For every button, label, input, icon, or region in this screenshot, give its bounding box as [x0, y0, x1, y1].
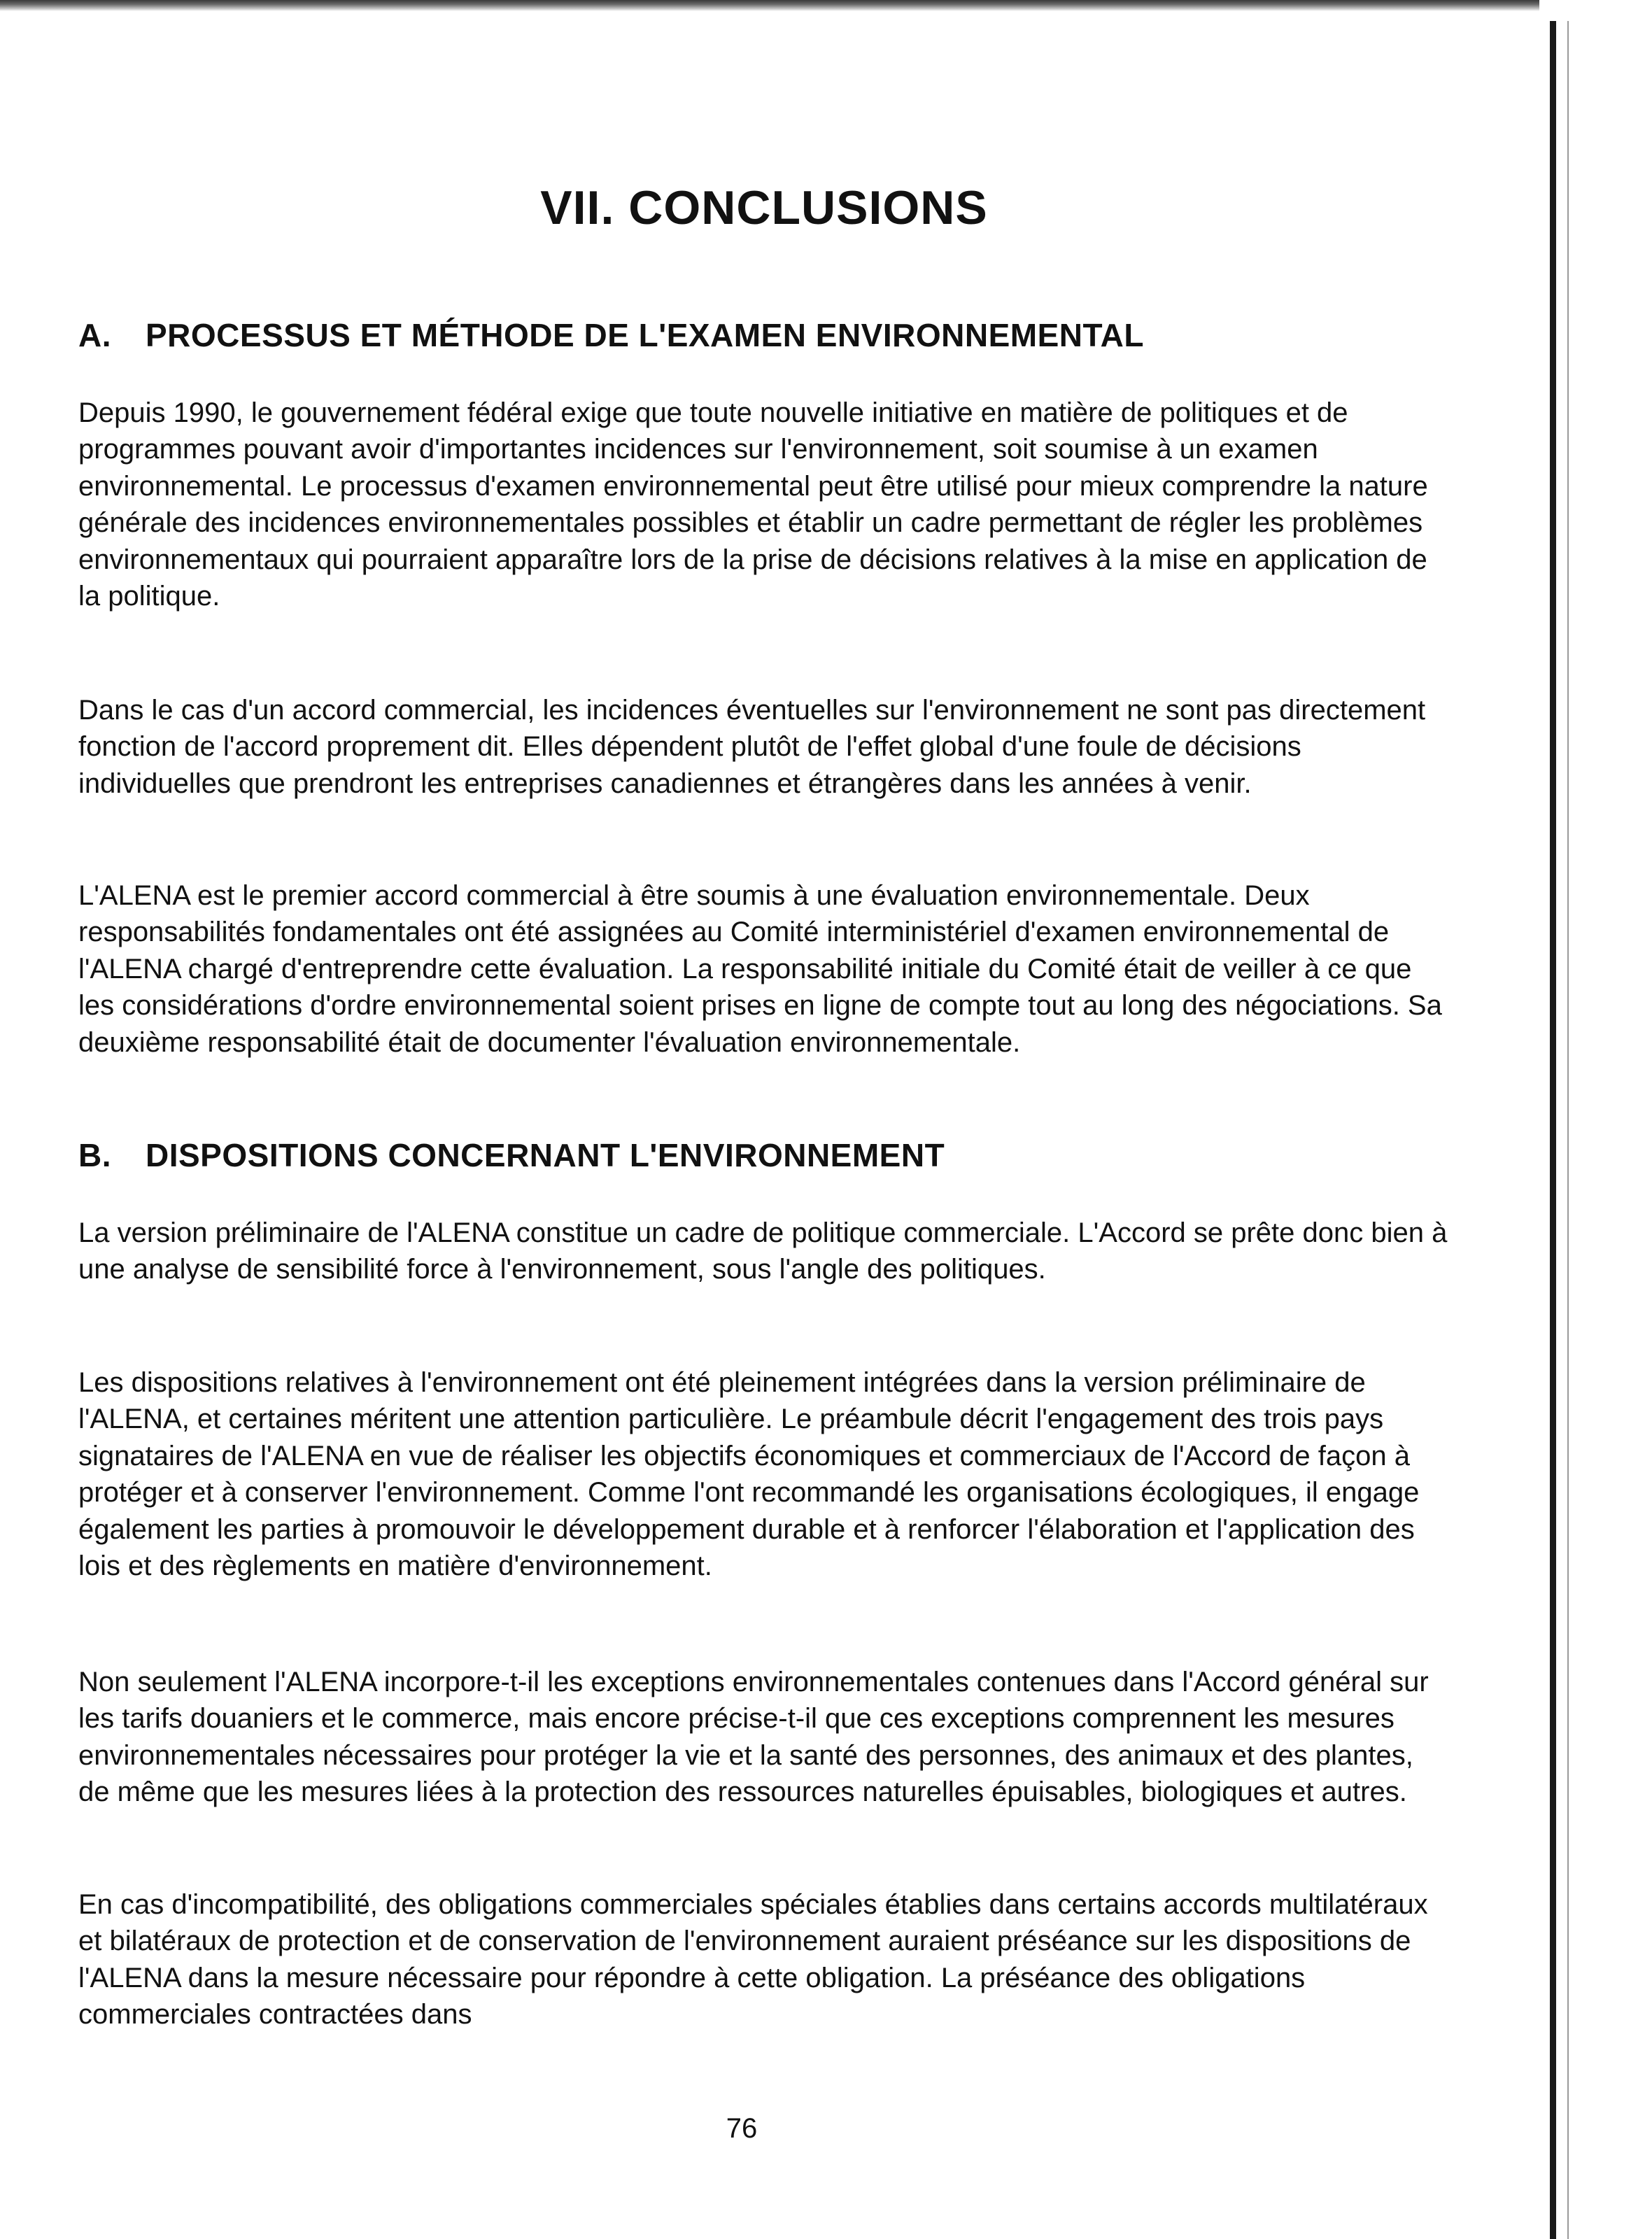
paragraph: En cas d'incompatibilité, des obligations commerciales spéciales établies dans certains accords multilatéraux et bilatéraux de protection et de conservation de l'environnement auraient préséance sur les dispositions de l'ALENA dans la mesure nécessaire pour répondre à cette obligation. La préséance des obligations commerciales contractées dans [78, 1889, 1428, 2030]
paragraph: Les dispositions relatives à l'environnement ont été pleinement intégrées dans la version préliminaire de l'ALENA, et certaines méritent une attention particulière. Le préambule décrit l'engagement des trois pays signataires de l'ALENA en vue de réaliser les objectifs économiques et commerciaux de l'Accord de façon à protéger et à conserver l'environnement. Comme l'ont recommandé les organisations écologiques, il engage également les parties à promouvoir le développement durable et à renforcer l'élaboration et l'application des lois et des règlements en matière d'environnement. [78, 1367, 1420, 1582]
binding-edge [1567, 21, 1569, 2239]
chapter-title: VII. CONCLUSIONS [540, 181, 988, 234]
page-number: 76 [726, 2113, 758, 2144]
paragraph: L'ALENA est le premier accord commercial à être soumis à une évaluation environnementale. Deux responsabilités fondamentales ont été assignées au Comité interministériel d'examen environnemental de l'ALENA chargé d'entreprendre cette évaluation. La responsabilité initiale du Comité était de veiller à ce que les considérations d'ordre environnemental soient prises en ligne de compte tout au long des négociations. Sa deuxième responsabilité était de documenter l'évaluation environnementale. [78, 880, 1442, 1058]
document-page [78, 0, 1450, 2239]
section-title: PROCESSUS ET MÉTHODE DE L'EXAMEN ENVIRONNEMENTAL [146, 317, 1144, 353]
paragraph: La version préliminaire de l'ALENA constitue un cadre de politique commerciale. L'Accord se prête donc bien à une analyse de sensibilité force à l'environnement, sous l'angle des politiques. [78, 1217, 1448, 1285]
binding-shadow [1550, 21, 1556, 2239]
paragraph: Dans le cas d'un accord commercial, les incidences éventuelles sur l'environnement ne sont pas directement fonction de l'accord proprement dit. Elles dépendent plutôt de l'effet global d'une foule de décisions individuelles que prendront les entreprises canadiennes et étrangères dans les années à venir. [78, 695, 1426, 799]
paragraph: Non seulement l'ALENA incorpore-t-il les exceptions environnementales contenues dans l'Accord général sur les tarifs douaniers et le commerce, mais encore précise-t-il que ces exceptions comprennent les mesures environnementales nécessaires pour protéger la vie et la santé des personnes, des animaux et des plantes, de même que les mesures liées à la protection des ressources naturelles épuisables, biologiques et autres. [78, 1667, 1429, 1808]
section-letter: A. [78, 317, 111, 353]
section-title: DISPOSITIONS CONCERNANT L'ENVIRONNEMENT [146, 1137, 945, 1173]
section-heading-a [78, 316, 1144, 354]
scan-right-margin [1539, 0, 1652, 2239]
paragraph: Depuis 1990, le gouvernement fédéral exige que toute nouvelle initiative en matière de politiques et de programmes pouvant avoir d'importantes incidences sur l'environnement, soit soumise à un examen environnemental. Le processus d'examen environnemental peut être utilisé pour mieux comprendre la nature générale des incidences environnementales possibles et établir un cadre permettant de régler les problèmes environnementaux qui pourraient apparaître lors de la prise de décisions relatives à la mise en application de la politique. [78, 397, 1428, 612]
section-heading-b [78, 1136, 945, 1174]
section-letter: B. [78, 1137, 111, 1173]
